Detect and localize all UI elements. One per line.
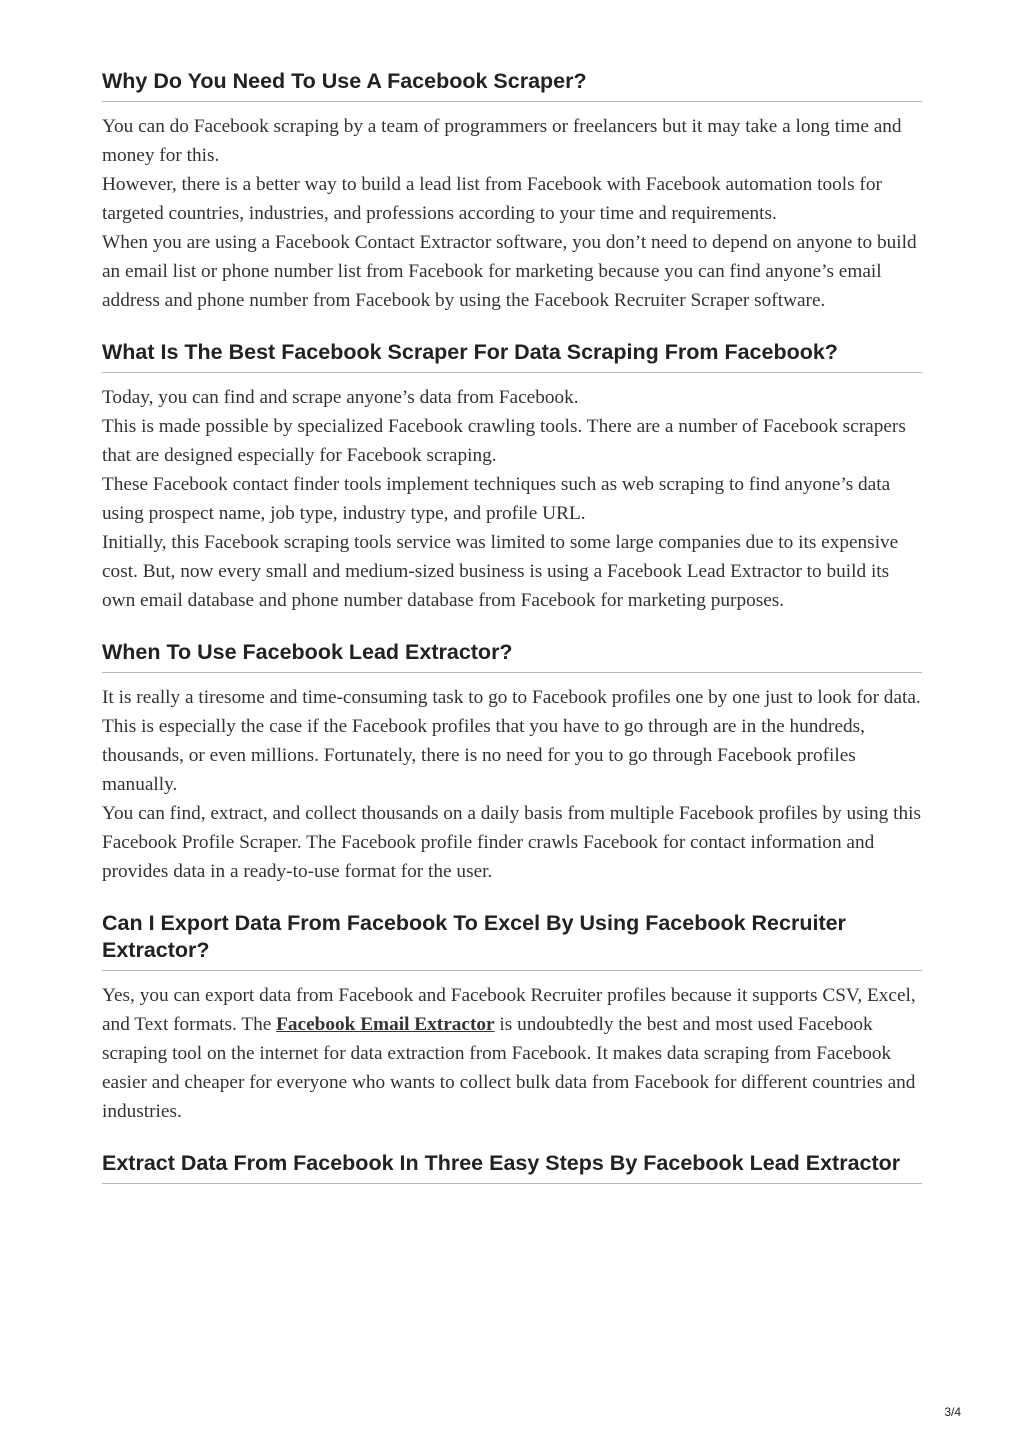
- paragraph: You can find, extract, and collect thousands on a daily basis from multiple Facebook profiles by using this Facebook Profile Scraper. The Facebook profile finder crawls Facebook for contact information and provides data in a ready-to-use format for the user.: [102, 803, 921, 882]
- section-heading-when-to-use: When To Use Facebook Lead Extractor?: [102, 639, 922, 673]
- paragraph: Initially, this Facebook scraping tools service was limited to some large companies due to its expensive cost. But, now every small and medium-sized business is using a Facebook Lead Extractor to build its own email database and phone number database from Facebook for marketing purposes.: [102, 532, 899, 611]
- section-heading-three-steps: Extract Data From Facebook In Three Easy Steps By Facebook Lead Extractor: [102, 1150, 922, 1184]
- paragraph: You can do Facebook scraping by a team of programmers or freelancers but it may take a long time and money for this.: [102, 116, 902, 166]
- paragraph-with-link: [102, 981, 922, 1126]
- paragraph: Today, you can find and scrape anyone’s data from Facebook.: [102, 387, 579, 408]
- paragraph: This is especially the case if the Facebook profiles that you have to go through are in the hundreds, thousands, or even millions. Fortunately, there is no need for you to go through Facebook profiles manually.: [102, 716, 866, 795]
- paragraph-text-after-link: is undoubtedly the best and most used Facebook scraping tool on the internet for data extraction from Facebook. It makes data scraping from Facebook easier and cheaper for everyone who wants to collect bulk data from Facebook for different countries and industries.: [102, 1014, 916, 1122]
- section-body-why-scraper: [102, 112, 922, 315]
- paragraph: It is really a tiresome and time-consuming task to go to Facebook profiles one by one just to look for data.: [102, 687, 921, 708]
- paragraph: These Facebook contact finder tools implement techniques such as web scraping to find anyone’s data using prospect name, job type, industry type, and profile URL.: [102, 474, 891, 524]
- section-heading-export-excel: Can I Export Data From Facebook To Excel By Using Facebook Recruiter Extractor?: [102, 910, 922, 971]
- section-heading-best-scraper: What Is The Best Facebook Scraper For Data Scraping From Facebook?: [102, 339, 922, 373]
- section-body-when-to-use: [102, 683, 922, 886]
- facebook-email-extractor-link[interactable]: Facebook Email Extractor: [276, 1014, 495, 1035]
- page-number: 3/4: [944, 1405, 961, 1419]
- section-body-best-scraper: [102, 383, 922, 615]
- paragraph: However, there is a better way to build a lead list from Facebook with Facebook automation tools for targeted countries, industries, and professions according to your time and requirements.: [102, 174, 882, 224]
- section-body-export-excel: [102, 981, 922, 1126]
- paragraph-text-before-link: Yes, you can export data from Facebook and Facebook Recruiter profiles because it supports CSV, Excel, and Text formats. The: [102, 985, 916, 1035]
- section-heading-why-scraper: Why Do You Need To Use A Facebook Scraper?: [102, 68, 922, 102]
- article-body: [102, 68, 922, 1184]
- paragraph: When you are using a Facebook Contact Extractor software, you don’t need to depend on anyone to build an email list or phone number list from Facebook for marketing because you can find anyone’s email address and phone number from Facebook by using the Facebook Recruiter Scraper software.: [102, 232, 917, 311]
- paragraph: This is made possible by specialized Facebook crawling tools. There are a number of Facebook scrapers that are designed especially for Facebook scraping.: [102, 416, 906, 466]
